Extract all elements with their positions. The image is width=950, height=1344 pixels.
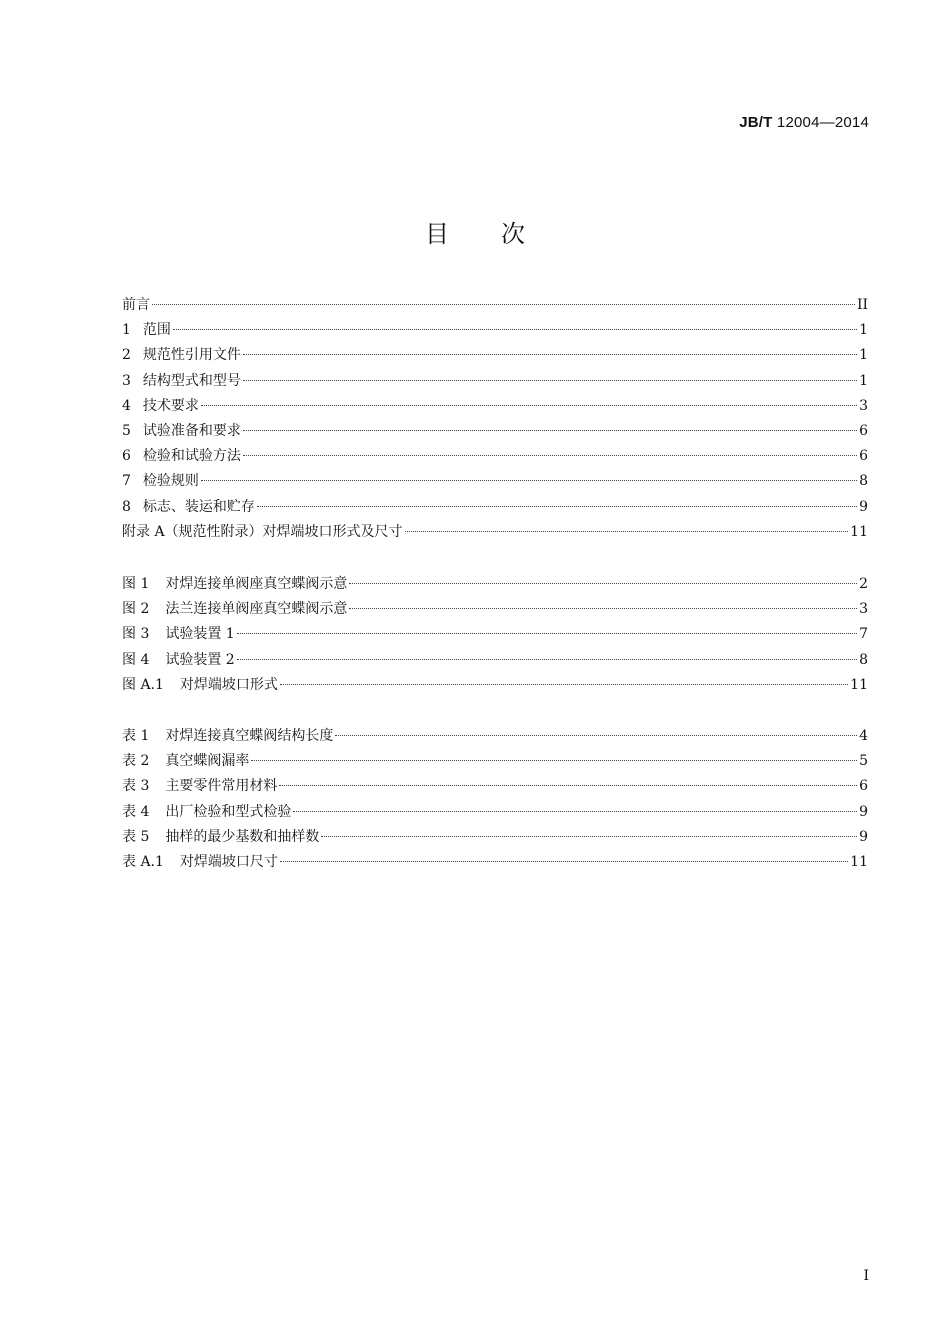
toc-entry-page: 1: [859, 372, 868, 389]
toc-entry-page: 11: [850, 853, 868, 870]
toc-entry-chapter[interactable]: [122, 495, 868, 520]
toc-entry-chapter[interactable]: [122, 469, 868, 494]
toc-entry-page: 3: [859, 601, 868, 618]
toc-entry-page: 1: [859, 347, 868, 364]
toc-entry-label: 真空蝶阀漏率: [165, 753, 250, 770]
toc-entry-page: 4: [859, 728, 868, 744]
toc-entry-page: 5: [859, 753, 868, 770]
toc-entry-chapter[interactable]: [122, 293, 868, 318]
toc-entry-number: 5: [122, 422, 131, 439]
dot-leader: [152, 304, 855, 305]
dot-leader: [349, 608, 857, 609]
toc-entry-number: 1: [122, 322, 131, 339]
toc-entry-page: 8: [859, 473, 868, 490]
toc-entry-page: 6: [859, 778, 868, 795]
toc-entry-number: 6: [122, 448, 131, 465]
toc-entry-label: 试验装置 2: [165, 651, 235, 668]
toc-entry-page: 9: [859, 498, 868, 515]
toc-entry-page: 9: [859, 803, 868, 820]
dot-leader: [201, 480, 857, 481]
dot-leader: [243, 380, 857, 381]
toc-entry-number: 7: [122, 473, 131, 490]
toc-entry-label: 前言: [122, 297, 150, 313]
toc-entry-figure[interactable]: [122, 648, 868, 673]
toc-entry-label: 对焊端坡口尺寸: [179, 853, 278, 870]
dot-leader: [257, 506, 857, 507]
dot-leader: [349, 583, 857, 584]
dot-leader: [280, 861, 848, 862]
toc-entry-number: 表 A.1: [122, 853, 164, 870]
dot-leader: [243, 455, 857, 456]
toc-entry-figure[interactable]: [122, 673, 868, 698]
page-title: 目次: [425, 220, 577, 248]
toc-figures: [122, 572, 868, 698]
toc-entry-number: 2: [122, 347, 131, 364]
toc-entry-label: 抽样的最少基数和抽样数: [165, 828, 320, 845]
toc-entry-label: 范围: [142, 322, 171, 339]
toc-entry-number: 3: [122, 372, 131, 389]
toc-entry-figure[interactable]: [122, 597, 868, 622]
toc-entry-number: 图 A.1: [122, 676, 164, 693]
toc-entry-page: 1: [859, 322, 868, 339]
toc-entry-label: 对焊连接真空蝶阀结构长度: [165, 728, 334, 744]
toc-entry-table[interactable]: [122, 774, 868, 799]
toc-entry-chapter[interactable]: [122, 520, 868, 545]
dot-leader: [251, 760, 857, 761]
toc-entry-label: 检验规则: [142, 473, 199, 490]
toc-entry-page: 6: [859, 422, 868, 439]
toc-entry-label: 标志、装运和贮存: [142, 498, 255, 515]
toc-entry-label: 结构型式和型号: [142, 372, 241, 389]
toc-entry-page: 7: [859, 626, 868, 643]
dot-leader: [243, 430, 857, 431]
toc-entry-label: 法兰连接单阀座真空蝶阀示意: [165, 601, 348, 618]
dot-leader: [237, 659, 857, 660]
toc-entry-label: 检验和试验方法: [142, 448, 241, 465]
toc-entry-chapter[interactable]: [122, 444, 868, 469]
toc-entry-number: 表 4: [122, 803, 150, 820]
toc-entry-page: 11: [850, 523, 868, 540]
toc-tables: [122, 724, 868, 875]
dot-leader: [237, 633, 857, 634]
toc-entry-page: 11: [850, 676, 868, 693]
toc-entry-chapter[interactable]: [122, 318, 868, 343]
page-number: I: [863, 1268, 869, 1284]
toc-entry-label: 对焊端坡口形式: [179, 676, 278, 693]
toc-entry-page: II: [856, 297, 868, 313]
toc-entry-label: 技术要求: [142, 397, 199, 414]
toc-entry-label: 主要零件常用材料: [165, 778, 278, 795]
toc-entry-label: 出厂检验和型式检验: [165, 803, 292, 820]
toc-entry-table[interactable]: [122, 724, 868, 749]
toc-entry-label: 规范性引用文件: [142, 347, 241, 364]
toc-entry-chapter[interactable]: [122, 369, 868, 394]
dot-leader: [335, 735, 857, 736]
toc-entry-number: 图 1: [122, 576, 150, 592]
dot-leader: [173, 329, 857, 330]
toc-entry-number: 表 5: [122, 828, 150, 845]
toc-entry-number: 表 2: [122, 753, 150, 770]
dot-leader: [201, 405, 857, 406]
toc-entry-label: 附录 A（规范性附录）对焊端坡口形式及尺寸: [122, 523, 403, 540]
toc-entry-page: 9: [859, 828, 868, 845]
toc-entry-figure[interactable]: [122, 572, 868, 597]
toc-entry-chapter[interactable]: [122, 419, 868, 444]
toc-entry-number: 图 2: [122, 601, 150, 618]
toc-entry-number: 8: [122, 498, 131, 515]
toc-entry-page: 2: [859, 576, 868, 592]
dot-leader: [280, 684, 848, 685]
dot-leader: [293, 811, 857, 812]
standard-code: [739, 114, 869, 131]
toc-entry-page: 8: [859, 651, 868, 668]
toc-entry-number: 4: [122, 397, 131, 414]
toc-entry-label: 对焊连接单阀座真空蝶阀示意: [165, 576, 348, 592]
toc-entry-label: 试验准备和要求: [142, 422, 241, 439]
toc-entry-number: 图 3: [122, 626, 150, 643]
dot-leader: [279, 785, 857, 786]
toc-chapters: [122, 293, 868, 545]
toc-entry-number: 表 3: [122, 778, 150, 795]
standard-prefix: JB/T: [739, 114, 773, 131]
standard-number: 12004—2014: [776, 114, 869, 131]
toc-entry-page: 6: [859, 448, 868, 465]
toc-entry-label: 试验装置 1: [165, 626, 235, 643]
toc-entry-number: 图 4: [122, 651, 150, 668]
toc-entry-chapter[interactable]: [122, 343, 868, 368]
toc-entry-table[interactable]: [122, 850, 868, 875]
toc-entry-page: 3: [859, 397, 868, 414]
toc-entry-number: 表 1: [122, 728, 150, 744]
toc-entry-chapter[interactable]: [122, 394, 868, 419]
dot-leader: [243, 354, 857, 355]
dot-leader: [321, 836, 857, 837]
toc-entry-table[interactable]: [122, 749, 868, 774]
toc-entry-table[interactable]: [122, 800, 868, 825]
toc-entry-figure[interactable]: [122, 622, 868, 647]
dot-leader: [405, 531, 849, 532]
toc-entry-table[interactable]: [122, 825, 868, 850]
